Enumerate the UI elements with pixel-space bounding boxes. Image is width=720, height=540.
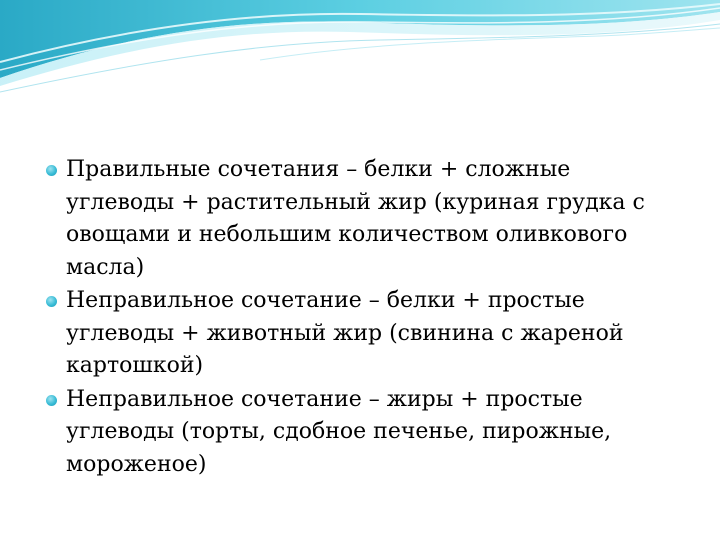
bullet-dot-icon	[46, 296, 57, 307]
bullet-list	[44, 154, 664, 482]
bullet-text: Неправильное сочетание – белки + простые углеводы + животный жир (свинина с жареной картошкой)	[66, 288, 624, 378]
bullet-item	[44, 285, 664, 383]
header-wave-decoration	[0, 0, 720, 110]
bullet-item	[44, 384, 664, 482]
bullet-dot-icon	[46, 165, 57, 176]
bullet-text: Правильные сочетания – белки + сложные углеводы + растительный жир (куриная грудка с овощами и небольшим количеством оливкового масла)	[66, 157, 645, 280]
bullet-text: Неправильное сочетание – жиры + простые углеводы (торты, сдобное печенье, пирожные, мороженое)	[66, 386, 612, 477]
bullet-dot-icon	[46, 395, 57, 406]
bullet-item	[44, 154, 664, 284]
